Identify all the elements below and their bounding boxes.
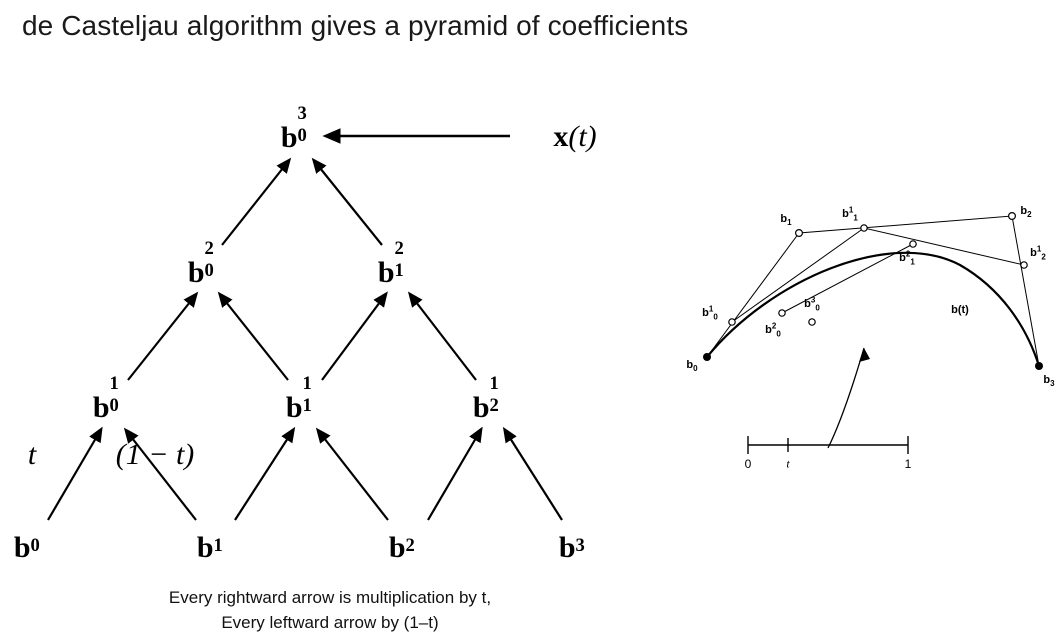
node-base: b [388,531,406,564]
pyramid-node-b3 [559,527,597,563]
pyramid-node-b1_1 [285,373,324,424]
node-base: b [13,531,31,564]
caption-line-1: Every rightward arrow is multiplication by t, [168,588,492,607]
edge-label-t: t [27,438,37,471]
bezier-construction-figure [660,170,1063,500]
node-indices: 2 0 [204,238,214,281]
fig-label-b0-3: $b^3_0$ [804,295,820,313]
xt-arg: (t) [568,120,597,153]
caption-line-2: Every leftward arrow by (1–t) [221,612,439,632]
node-indices: 1 1 [302,373,312,416]
axis-label-end: 1 [904,457,912,471]
node-base: b [92,391,110,424]
pyramid-node-b1 [197,527,235,563]
fig-label-b3: $b_3$ [1043,373,1055,389]
xt-symbol: x [553,120,569,153]
xt-label [553,120,596,154]
pyramid-node-b0_3 [280,103,319,154]
pyramid-node-b0 [14,527,52,563]
de-casteljau-pyramid [0,80,660,580]
node-indices: 1 0 [109,373,119,416]
fig-label-b0-1: $b^1_0$ [702,304,718,322]
node-base: b [285,391,303,424]
node-base: b [196,531,214,564]
axis-label-start: 0 [744,457,752,471]
node-indices: 2 [405,534,415,556]
fig-label-b1-1: $b^1_1$ [842,205,858,223]
bezier-figure-graphic [660,170,1063,500]
node-base: b [377,256,395,289]
node-base: b [558,531,576,564]
node-indices: 2 1 [394,238,404,281]
pyramid-arrows [0,80,660,580]
edge-label-one-minus-t: (1 − t) [115,438,195,471]
pyramid-node-b0_1 [92,373,131,424]
node-indices: 1 [213,534,223,556]
axis-label-t: t [786,456,790,471]
fig-label-b0: $b_0$ [686,358,698,374]
pyramid-node-b2 [389,527,427,563]
fig-label-bt: b(t) [951,304,969,316]
node-indices: 3 [575,534,585,556]
fig-label-b0-2: $b^2_0$ [765,321,781,339]
node-base: b [280,121,298,154]
pyramid-node-b0_2 [187,238,226,289]
fig-label-b1-2: $b^2_1$ [899,249,915,267]
pyramid-node-b2_1 [472,373,511,424]
node-indices: 1 2 [489,373,499,416]
fig-label-b2: $b_2$ [1020,204,1032,220]
pyramid-node-b1_2 [377,238,416,289]
node-indices: 3 0 [297,103,307,146]
node-base: b [472,391,490,424]
node-base: b [187,256,205,289]
node-indices: 0 [30,534,40,556]
fig-label-b2-1: $b^1_2$ [1030,244,1046,262]
fig-label-b1: $b_1$ [780,212,792,228]
page-title: de Casteljau algorithm gives a pyramid of coefficients [22,10,689,41]
caption [0,586,660,635]
